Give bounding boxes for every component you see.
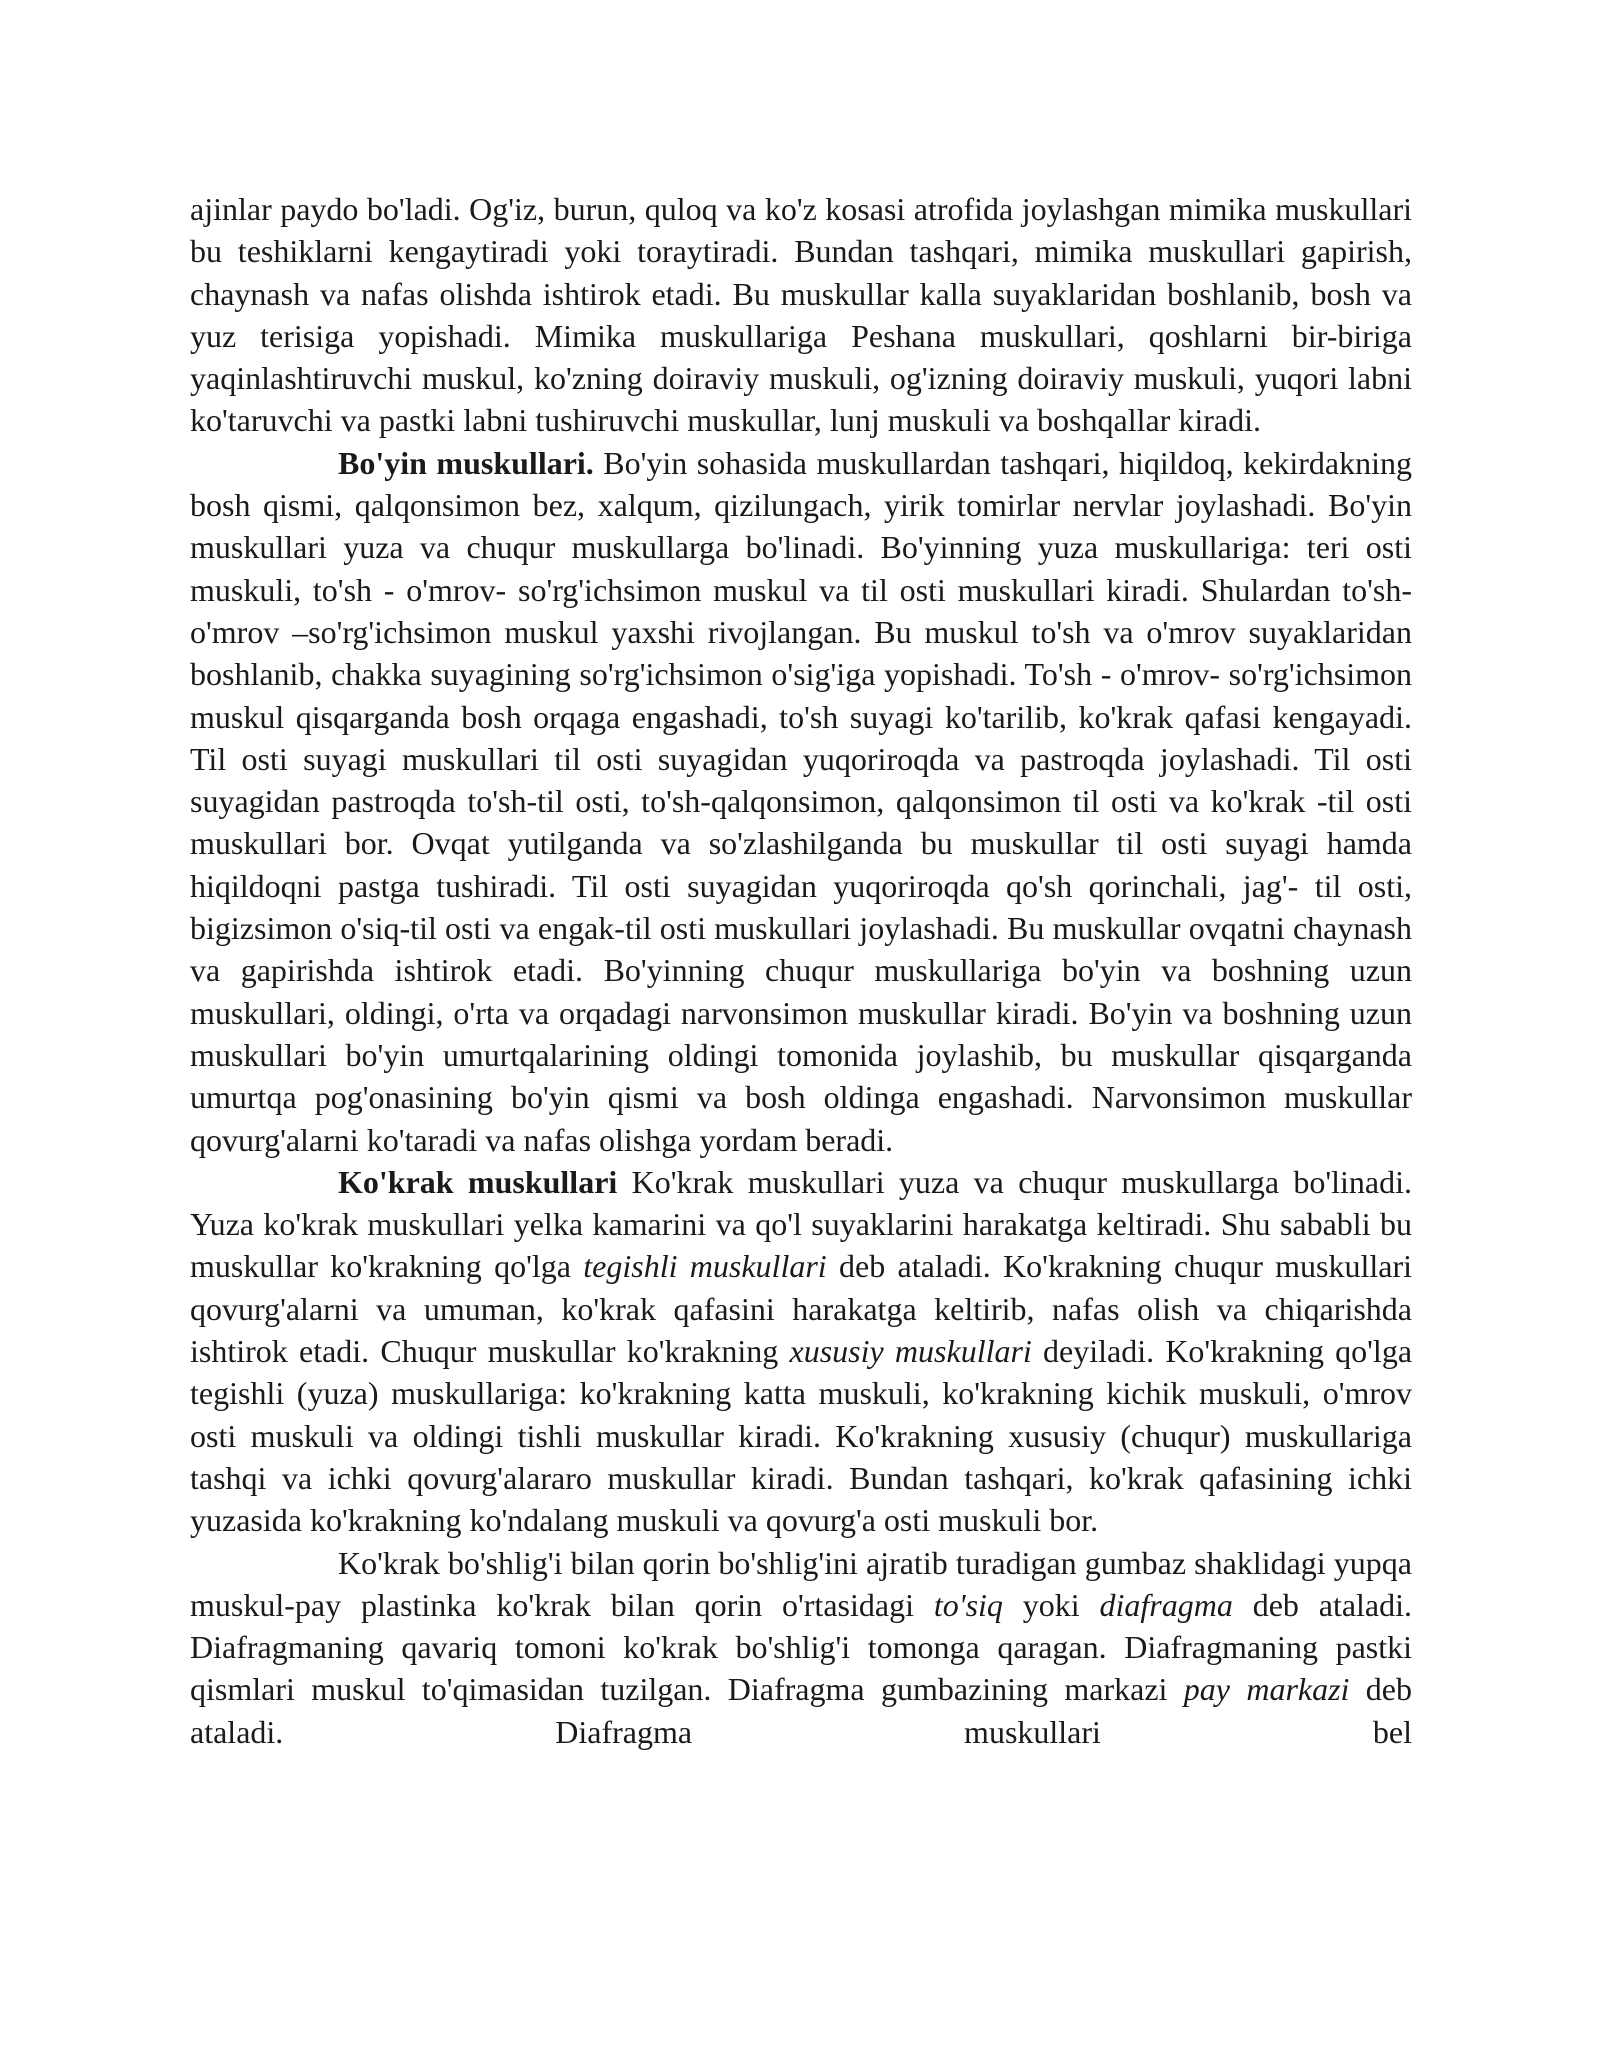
text-run: deb ataladi. Ko'krakning chuqur muskullari qovurg'alarni va umuman, ko'krak qafasini harakatga keltirib, nafas olish va chiqarishda ishtirok etadi. Chuqur muskullar ko'krakning xyxy=(190,1248,1413,1370)
section-heading-chest-muscles: Ko'krak muskullari xyxy=(338,1163,618,1200)
italic-term: xususiy muskullari xyxy=(789,1333,1032,1370)
text-run: deb ataladi. Diafragmaning qavariq tomoni ko'krak bo'shlig'i tomonga qaragan. Diafragmaning pastki qismlari muskul to'qimasidan tuzilgan. Diafragma gumbazining markazi xyxy=(190,1586,1413,1708)
text-run: Ko'krak bo'shlig'i bilan qorin bo'shlig'ini ajratib turadigan gumbaz shaklidagi yupqa muskul-pay plastinka ko'krak bilan qorin o'rtasidagi xyxy=(190,1544,1412,1623)
document-page xyxy=(190,188,1412,1753)
text-run: deb ataladi. Diafragma muskullari bel xyxy=(190,1671,1413,1750)
paragraph-diaphragm xyxy=(190,1542,1412,1753)
text-run: ajinlar paydo bo'ladi. Og'iz, burun, quloq va ko'z kosasi atrofida joylashgan mimika muskullari bu teshiklarni kengaytiradi yoki toraytiradi. Bundan tashqari, mimika muskullari gapirish, chaynash va nafas olishda ishtirok etadi. Bu muskullar kalla suyaklaridan boshlanib, bosh va yuz terisiga yopishadi. Mimika muskullariga Peshana muskullari, qoshlarni bir-biriga yaqinlashtiruvchi muskul, ko'zning doiraviy muskuli, og'izning doiraviy muskuli, yuqori labni ko'taruvchi va pastki labni tushiruvchi muskullar, lunj muskuli va boshqallar kiradi. xyxy=(190,191,1412,439)
text-run: Bo'yin sohasida muskullardan tashqari, hiqildoq, kekirdakning bosh qismi, qalqonsimon bez, xalqum, qizilungach, yirik tomirlar nervlar joylashadi. Bo'yin muskullari yuza va chuqur muskullarga bo'linadi. Bo'yinning yuza muskullariga: teri osti muskuli, to'sh - o'mrov- so'rg'ichsimon muskul va til osti muskullari kiradi. Shulardan to'sh- o'mrov –so'rg'ichsimon muskul yaxshi rivojlangan. Bu muskul to'sh va o'mrov suyaklaridan boshlanib, chakka suyagining so'rg'ichsimon o'sig'iga yopishadi. To'sh - o'mrov- so'rg'ichsimon muskul qisqarganda bosh orqaga engashadi, to'sh suyagi ko'tarilib, ko'krak qafasi kengayadi. Til osti suyagi muskullari til osti suyagidan yuqoriroqda va pastroqda joylashadi. Til osti suyagidan pastroqda to'sh-til osti, to'sh-qalqonsimon, qalqonsimon til osti va ko'krak -til osti muskullari bor. Ovqat yutilganda va so'zlashilganda bu muskullar til osti suyagi hamda hiqildoqni pastga tushiradi. Til osti suyagidan yuqoriroqda qo'sh qorinchali, jag'- til osti, bigizsimon o'siq-til osti va engak-til osti muskullari joylashadi. Bu muskullar ovqatni chaynash va gapirishda ishtirok etadi. Bo'yinning chuqur muskullariga bo'yin va boshning uzun muskullari, oldingi, o'rta va orqadagi narvonsimon muskullar kiradi. Bo'yin va boshning uzun muskullari bo'yin umurtqalarining oldingi tomonida joylashib, bu muskullar qisqarganda umurtqa pog'onasining bo'yin qismi va bosh oldinga engashadi. Narvonsimon muskullar qovurg'alarni ko'taradi va nafas olishga yordam beradi. xyxy=(190,444,1412,1158)
paragraph-neck-muscles xyxy=(190,442,1412,1161)
text-run: yoki xyxy=(1002,1586,1100,1623)
paragraph-chest-muscles xyxy=(190,1161,1412,1542)
italic-term: to'siq xyxy=(933,1586,1003,1623)
italic-term: diafragma xyxy=(1099,1586,1233,1623)
text-run: deyiladi. Ko'krakning qo'lga tegishli (yuza) muskullariga: ko'krakning katta muskuli, ko'krakning kichik muskuli, o'mrov osti muskuli va oldingi tishli muskullar kiradi. Ko'krakning xususiy (chuqur) muskullariga tashqi va ichki qovurg'alararo muskullar kiradi. Bundan tashqari, ko'krak qafasining ichki yuzasida ko'krakning ko'ndalang muskuli va qovurg'a osti muskuli bor. xyxy=(190,1333,1413,1539)
italic-term: pay markazi xyxy=(1183,1671,1350,1708)
text-run: Ko'krak muskullari yuza va chuqur muskullarga bo'linadi. Yuza ko'krak muskullari yelka kamarini va qo'l suyaklarini harakatga keltiradi. Shu sababli bu muskullar ko'krakning qo'lga xyxy=(190,1163,1413,1285)
section-heading-neck-muscles: Bo'yin muskullari. xyxy=(338,444,594,481)
italic-term: tegishli muskullari xyxy=(583,1248,827,1285)
paragraph-face-muscles xyxy=(190,188,1412,442)
